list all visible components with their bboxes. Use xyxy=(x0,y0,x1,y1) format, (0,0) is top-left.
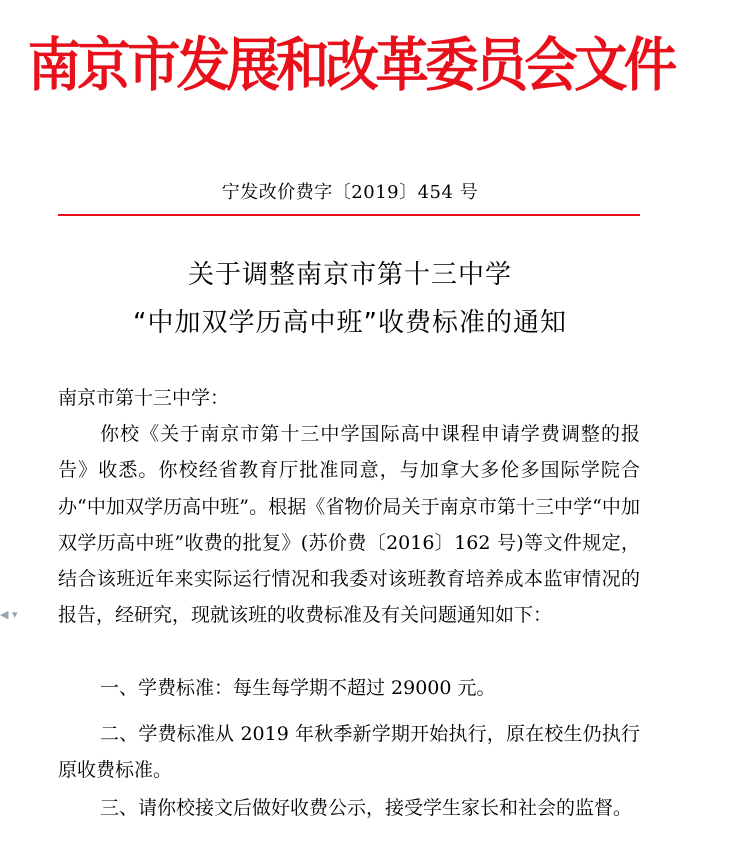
header-org-title: 南京市发展和改革委员会文件 xyxy=(27,31,674,99)
header-divider xyxy=(58,214,640,216)
salutation: 南京市第十三中学： xyxy=(58,387,230,409)
paragraph-item-3: 三、请你校接文后做好收费公示，接受学生家长和社会的监督。 xyxy=(100,797,633,819)
document-number: 宁发改价费字〔2019〕454 号 xyxy=(221,182,479,203)
paragraph-item-1: 一、学费标准：每生每学期不超过 29000 元。 xyxy=(100,677,496,699)
notice-title-line1: 关于调整南京市第十三中学 xyxy=(187,260,512,290)
paragraph-intro: 你校《关于南京市第十三中学国际高中课程申请学费调整的报告》收悉。你校经省教育厅批准同意，与加拿大多伦多国际学院合办“中加双学历高中班”。根据《省物价局关于南京市第十三中学“中加双学历高中班”收费的批复》(苏价费〔2016〕162 号)等文件规定，结合该班近年来实际运行情况和我委对该班教育培养成本监审情况的报告，经研究，现就该班的收费标准及有关问题通知如下： xyxy=(58,423,640,627)
notice-title-line2: “中加双学历高中班”收费标准的通知 xyxy=(133,308,567,338)
paragraph-item-2: 二、学费标准从 2019 年秋季新学期开始执行，原在校生仍执行原收费标准。 xyxy=(58,723,640,782)
side-handle-icon[interactable]: ◀ ▾ xyxy=(0,608,18,621)
